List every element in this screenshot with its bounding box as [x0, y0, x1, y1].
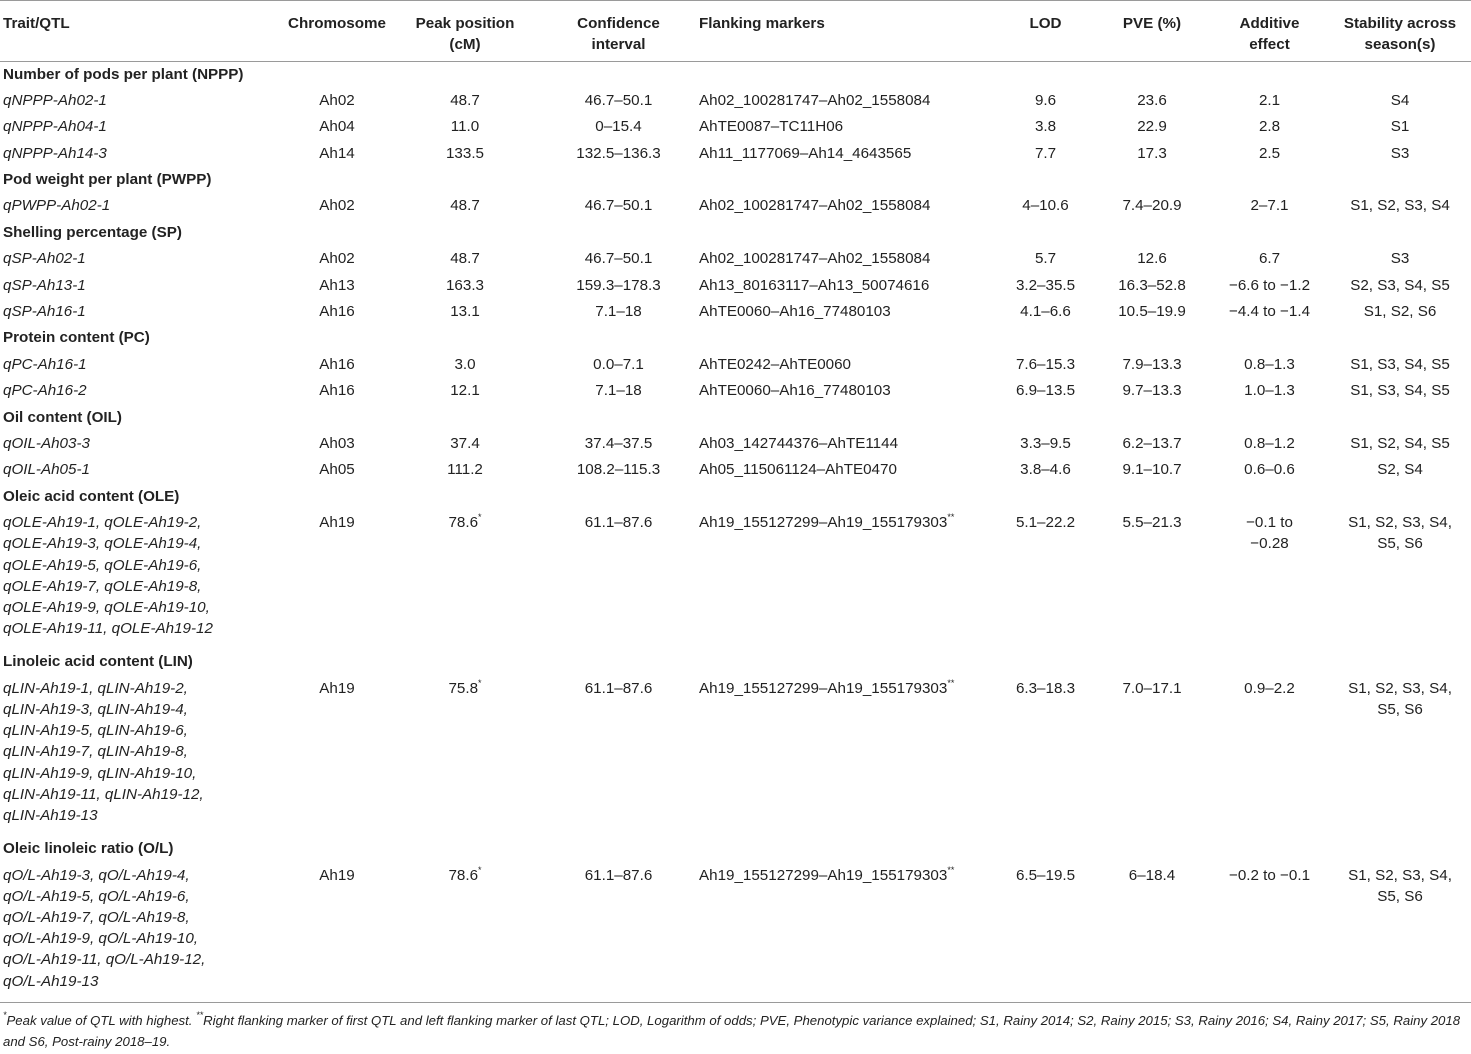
stability-cell: S4: [1390, 91, 1410, 109]
header-lod: LOD: [1029, 15, 1062, 32]
trait-group-row: [0, 836, 1471, 862]
trait-group-row: [0, 649, 1471, 675]
confidence-interval-cell: 7.1–18: [595, 382, 642, 400]
confidence-interval-cell: 0–15.4: [595, 118, 642, 136]
header-confidence-interval: Confidence interval: [577, 15, 660, 53]
qtl-name: qO/L-Ah19-11, qO/L-Ah19-12,: [3, 951, 206, 969]
lod-cell: 5.7: [1034, 250, 1057, 268]
lod-cell: 6.9–13.5: [1015, 382, 1076, 400]
qtl-name: qOLE-Ah19-9, qOLE-Ah19-10,: [3, 598, 210, 616]
header-stability: Stability across season(s): [1343, 15, 1457, 53]
markers-value: Ah19_155127299–Ah19_155179303: [699, 866, 948, 884]
pve-cell: 17.3: [1137, 144, 1167, 162]
pve-cell: 10.5–19.9: [1118, 303, 1186, 321]
trait-group-title: Oleic acid content (OLE): [3, 487, 180, 505]
footnote-mark: *: [478, 512, 482, 523]
chromosome-cell: Ah04: [319, 118, 355, 136]
stability-cell: S3: [1390, 144, 1410, 162]
peak-value: 75.8: [448, 679, 479, 697]
stability-cell: [1329, 863, 1471, 1003]
confidence-interval-cell: 0.0–7.1: [593, 355, 644, 373]
peak-value: 78.6: [448, 514, 479, 532]
peak-position-cell: 111.2: [447, 461, 483, 479]
confidence-interval-cell: 7.1–18: [595, 303, 642, 321]
pve-cell: 23.6: [1137, 91, 1167, 109]
stability-cell: S2, S4: [1377, 461, 1423, 479]
flanking-markers-cell: Ah02_100281747–Ah02_1558084: [699, 91, 931, 109]
qtl-name: qOLE-Ah19-1, qOLE-Ah19-2,: [3, 514, 202, 532]
trait-group-title: Shelling percentage (SP): [3, 223, 182, 241]
peak-position-cell: 11.0: [450, 118, 480, 136]
footnote-mark: *: [478, 864, 482, 875]
additive-effect-cell: 0.8–1.2: [1244, 434, 1295, 452]
table-row: [0, 299, 1471, 325]
pve-cell: 6.2–13.7: [1122, 434, 1182, 452]
header-peak-position: Peak position (cM): [415, 15, 515, 53]
header-additive-effect: Additive effect: [1239, 15, 1300, 53]
qtl-name: qSP-Ah02-1: [3, 250, 86, 268]
table-row: [0, 141, 1471, 167]
chromosome-cell: Ah16: [319, 303, 355, 321]
lod-cell: 7.6–15.3: [1015, 355, 1076, 373]
qtl-name-list: [0, 863, 285, 1003]
trait-group-row: [0, 220, 1471, 246]
additive-effect-cell: [1210, 676, 1329, 836]
qtl-name: qOLE-Ah19-3, qOLE-Ah19-4,: [3, 535, 202, 553]
stability-line: S5, S6: [1377, 700, 1423, 718]
flanking-markers-cell: Ah02_100281747–Ah02_1558084: [699, 250, 931, 268]
qtl-name: qLIN-Ah19-9, qLIN-Ah19-10,: [3, 764, 197, 782]
header-pve: PVE (%): [1122, 15, 1182, 32]
additive-effect-cell: 2–7.1: [1250, 197, 1289, 215]
pve-cell: 16.3–52.8: [1118, 276, 1186, 294]
peak-position-cell: 48.7: [450, 197, 480, 215]
additive-effect-cell: 1.0–1.3: [1244, 382, 1295, 400]
lod-cell: 5.1–22.2: [1015, 514, 1076, 532]
additive-effect-cell: 0.6–0.6: [1244, 461, 1295, 479]
lod-cell: 7.7: [1034, 144, 1057, 162]
trait-group-title: Protein content (PC): [3, 329, 150, 347]
chromosome-cell: Ah03: [319, 434, 355, 452]
stability-cell: S2, S3, S4, S5: [1350, 276, 1450, 294]
trait-group-title: Pod weight per plant (PWPP): [3, 171, 212, 189]
qtl-name: qLIN-Ah19-3, qLIN-Ah19-4,: [3, 700, 188, 718]
footnote-mark: *: [478, 677, 482, 688]
confidence-interval-cell: 61.1–87.6: [584, 514, 653, 532]
pve-cell: 6–18.4: [1128, 866, 1176, 884]
peak-position-cell: [389, 510, 541, 649]
lod-cell: 4.1–6.6: [1020, 303, 1071, 321]
qtl-name: qNPPP-Ah04-1: [3, 118, 107, 136]
chromosome-cell: Ah19: [319, 514, 355, 532]
qtl-name: qNPPP-Ah02-1: [3, 91, 107, 109]
qtl-name: qSP-Ah16-1: [3, 303, 86, 321]
flanking-markers-cell: AhTE0060–Ah16_77480103: [699, 303, 891, 321]
qtl-name: qO/L-Ah19-5, qO/L-Ah19-6,: [3, 887, 190, 905]
pve-cell: 22.9: [1137, 118, 1167, 136]
chromosome-cell: Ah16: [319, 382, 355, 400]
chromosome-cell: Ah19: [319, 679, 355, 697]
flanking-markers-cell: AhTE0087–TC11H06: [699, 118, 844, 136]
table-body: [0, 62, 1471, 1003]
flanking-markers-cell: [696, 510, 997, 649]
table-row: [0, 457, 1471, 483]
additive-effect-cell: 2.5: [1258, 144, 1281, 162]
qtl-name: qOIL-Ah03-3: [3, 434, 90, 452]
lod-cell: 3.8–4.6: [1020, 461, 1071, 479]
qtl-name: qO/L-Ah19-7, qO/L-Ah19-8,: [3, 908, 190, 926]
confidence-interval-cell: 159.3–178.3: [576, 276, 661, 294]
additive-effect-cell: −6.6 to −1.2: [1228, 276, 1311, 294]
lod-cell: 6.5–19.5: [1015, 866, 1076, 884]
additive-line: −0.28: [1250, 535, 1289, 553]
table-row: [0, 378, 1471, 404]
qtl-name-list: [0, 510, 285, 649]
peak-position-cell: 48.7: [450, 250, 480, 268]
additive-line: 0.9–2.2: [1244, 679, 1295, 697]
qtl-name: qPWPP-Ah02-1: [3, 197, 111, 215]
qtl-name: qO/L-Ah19-3, qO/L-Ah19-4,: [3, 866, 190, 884]
peak-position-cell: 133.5: [445, 144, 484, 162]
additive-line: −0.1 to: [1246, 514, 1293, 532]
additive-effect-cell: 0.8–1.3: [1244, 355, 1295, 373]
confidence-interval-cell: 132.5–136.3: [576, 144, 661, 162]
lod-cell: 6.3–18.3: [1015, 679, 1076, 697]
confidence-interval-cell: 46.7–50.1: [584, 197, 653, 215]
flanking-markers-cell: Ah05_115061124–AhTE0470: [699, 461, 897, 479]
peak-position-cell: 12.1: [450, 382, 480, 400]
table-row: [0, 88, 1471, 114]
qtl-name: qOIL-Ah05-1: [3, 461, 90, 479]
table-row: [0, 863, 1471, 1003]
confidence-interval-cell: 108.2–115.3: [576, 461, 661, 479]
qtl-name: qPC-Ah16-2: [3, 382, 87, 400]
confidence-interval-cell: 46.7–50.1: [584, 91, 653, 109]
flanking-markers-cell: Ah13_80163117–Ah13_50074616: [699, 276, 930, 294]
table-row: [0, 676, 1471, 836]
qtl-name-list: [0, 676, 285, 836]
peak-position-cell: [389, 676, 541, 836]
pve-cell: 5.5–21.3: [1122, 514, 1182, 532]
flanking-markers-cell: Ah11_1177069–Ah14_4643565: [699, 144, 912, 162]
trait-group-row: [0, 484, 1471, 510]
qtl-name: qOLE-Ah19-11, qOLE-Ah19-12: [3, 620, 213, 638]
peak-position-cell: 163.3: [445, 276, 484, 294]
qtl-name: qOLE-Ah19-5, qOLE-Ah19-6,: [3, 556, 202, 574]
confidence-interval-cell: 61.1–87.6: [584, 866, 653, 884]
qtl-name: qLIN-Ah19-1, qLIN-Ah19-2,: [3, 679, 188, 697]
lod-cell: 3.8: [1034, 118, 1057, 136]
additive-effect-cell: 2.8: [1258, 118, 1281, 136]
qtl-name: qLIN-Ah19-11, qLIN-Ah19-12,: [3, 785, 204, 803]
footnote-mark: **: [947, 677, 955, 688]
markers-value: Ah19_155127299–Ah19_155179303: [699, 514, 948, 532]
additive-effect-cell: [1210, 510, 1329, 649]
trait-group-title: Oil content (OIL): [3, 408, 122, 426]
stability-cell: S1, S2, S3, S4: [1350, 197, 1450, 215]
qtl-name: qO/L-Ah19-9, qO/L-Ah19-10,: [3, 930, 199, 948]
peak-value: 78.6: [448, 866, 479, 884]
markers-value: Ah19_155127299–Ah19_155179303: [699, 679, 948, 697]
qtl-name: qNPPP-Ah14-3: [3, 144, 107, 162]
confidence-interval-cell: 37.4–37.5: [584, 434, 653, 452]
trait-group-row: [0, 167, 1471, 193]
flanking-markers-cell: AhTE0060–Ah16_77480103: [699, 382, 891, 400]
pve-cell: 9.1–10.7: [1122, 461, 1182, 479]
pve-cell: 7.4–20.9: [1122, 197, 1182, 215]
peak-position-cell: 13.1: [450, 303, 480, 321]
chromosome-cell: Ah02: [319, 197, 355, 215]
qtl-name: qO/L-Ah19-13: [3, 972, 99, 990]
table-row: [0, 114, 1471, 140]
stability-cell: S1, S2, S6: [1363, 303, 1437, 321]
peak-position-cell: 3.0: [454, 355, 476, 373]
stability-cell: S1, S2, S4, S5: [1350, 434, 1450, 452]
additive-effect-cell: 6.7: [1258, 250, 1281, 268]
header-chromosome: Chromosome: [288, 15, 386, 32]
flanking-markers-cell: [696, 676, 997, 836]
header-row: [0, 1, 1471, 62]
confidence-interval-cell: 61.1–87.6: [584, 679, 653, 697]
stability-line: S5, S6: [1377, 535, 1423, 553]
lod-cell: 4–10.6: [1022, 197, 1069, 215]
chromosome-cell: Ah14: [319, 144, 355, 162]
qtl-name: qLIN-Ah19-7, qLIN-Ah19-8,: [3, 743, 188, 761]
trait-group-row: [0, 405, 1471, 431]
header-trait: Trait/QTL: [3, 15, 70, 32]
trait-group-row: [0, 62, 1471, 88]
stability-cell: S1, S3, S4, S5: [1350, 355, 1450, 373]
additive-line: −0.2 to −0.1: [1228, 866, 1311, 884]
stability-line: S1, S2, S3, S4,: [1348, 866, 1452, 884]
pve-cell: 7.0–17.1: [1122, 679, 1182, 697]
stability-cell: S1: [1390, 118, 1410, 136]
lod-cell: 3.2–35.5: [1015, 276, 1076, 294]
footnote-mark: **: [947, 864, 955, 875]
qtl-name: qLIN-Ah19-5, qLIN-Ah19-6,: [3, 722, 188, 740]
chromosome-cell: Ah16: [319, 355, 355, 373]
trait-group-title: Number of pods per plant (NPPP): [3, 66, 244, 83]
table-row: [0, 431, 1471, 457]
table-footnote: *Peak value of QTL with highest. **Right flanking marker of first QTL and left flanking marker of last QTL; LOD, Logarithm of odds; PVE, Phenotypic variance explained; S1, Rainy 2014; S2, Rainy 2015; S3, Rainy 2016; S4, Rainy 2017; S5, Rainy 2018 and S6, Post-rainy 2018–19.: [3, 1010, 1461, 1049]
qtl-name: qLIN-Ah19-13: [3, 806, 98, 824]
table-row: [0, 352, 1471, 378]
trait-group-title: Linoleic acid content (LIN): [3, 653, 193, 671]
trait-group-row: [0, 325, 1471, 351]
chromosome-cell: Ah13: [319, 276, 355, 294]
table-row: [0, 510, 1471, 649]
chromosome-cell: Ah02: [319, 250, 355, 268]
table-row: [0, 273, 1471, 299]
additive-effect-cell: 2.1: [1258, 91, 1281, 109]
flanking-markers-cell: Ah02_100281747–Ah02_1558084: [699, 197, 931, 215]
stability-cell: S3: [1390, 250, 1410, 268]
lod-cell: 9.6: [1034, 91, 1057, 109]
stability-cell: S1, S3, S4, S5: [1350, 382, 1450, 400]
stability-line: S1, S2, S3, S4,: [1348, 514, 1452, 532]
flanking-markers-cell: Ah03_142744376–AhTE1144: [699, 434, 899, 452]
trait-group-title: Oleic linoleic ratio (O/L): [3, 840, 174, 858]
stability-line: S1, S2, S3, S4,: [1348, 679, 1452, 697]
stability-cell: [1329, 676, 1471, 836]
qtl-name: qSP-Ah13-1: [3, 276, 86, 294]
chromosome-cell: Ah19: [319, 866, 355, 884]
additive-effect-cell: −4.4 to −1.4: [1228, 303, 1311, 321]
qtl-name: qPC-Ah16-1: [3, 355, 87, 373]
chromosome-cell: Ah05: [319, 461, 355, 479]
chromosome-cell: Ah02: [319, 91, 355, 109]
pve-cell: 12.6: [1137, 250, 1167, 268]
table-row: [0, 246, 1471, 272]
peak-position-cell: 48.7: [450, 91, 480, 109]
footnote-mark: **: [947, 512, 955, 523]
additive-effect-cell: [1210, 863, 1329, 1003]
stability-cell: [1329, 510, 1471, 649]
pve-cell: 7.9–13.3: [1122, 355, 1182, 373]
pve-cell: 9.7–13.3: [1122, 382, 1182, 400]
qtl-name: qOLE-Ah19-7, qOLE-Ah19-8,: [3, 577, 202, 595]
confidence-interval-cell: 46.7–50.1: [584, 250, 653, 268]
peak-position-cell: [389, 863, 541, 1003]
flanking-markers-cell: [696, 863, 997, 1003]
header-flanking-markers: Flanking markers: [699, 15, 825, 32]
flanking-markers-cell: AhTE0242–AhTE0060: [699, 355, 851, 373]
lod-cell: 3.3–9.5: [1020, 434, 1071, 452]
peak-position-cell: 37.4: [450, 434, 480, 452]
table-row: [0, 193, 1471, 219]
stability-line: S5, S6: [1377, 887, 1423, 905]
